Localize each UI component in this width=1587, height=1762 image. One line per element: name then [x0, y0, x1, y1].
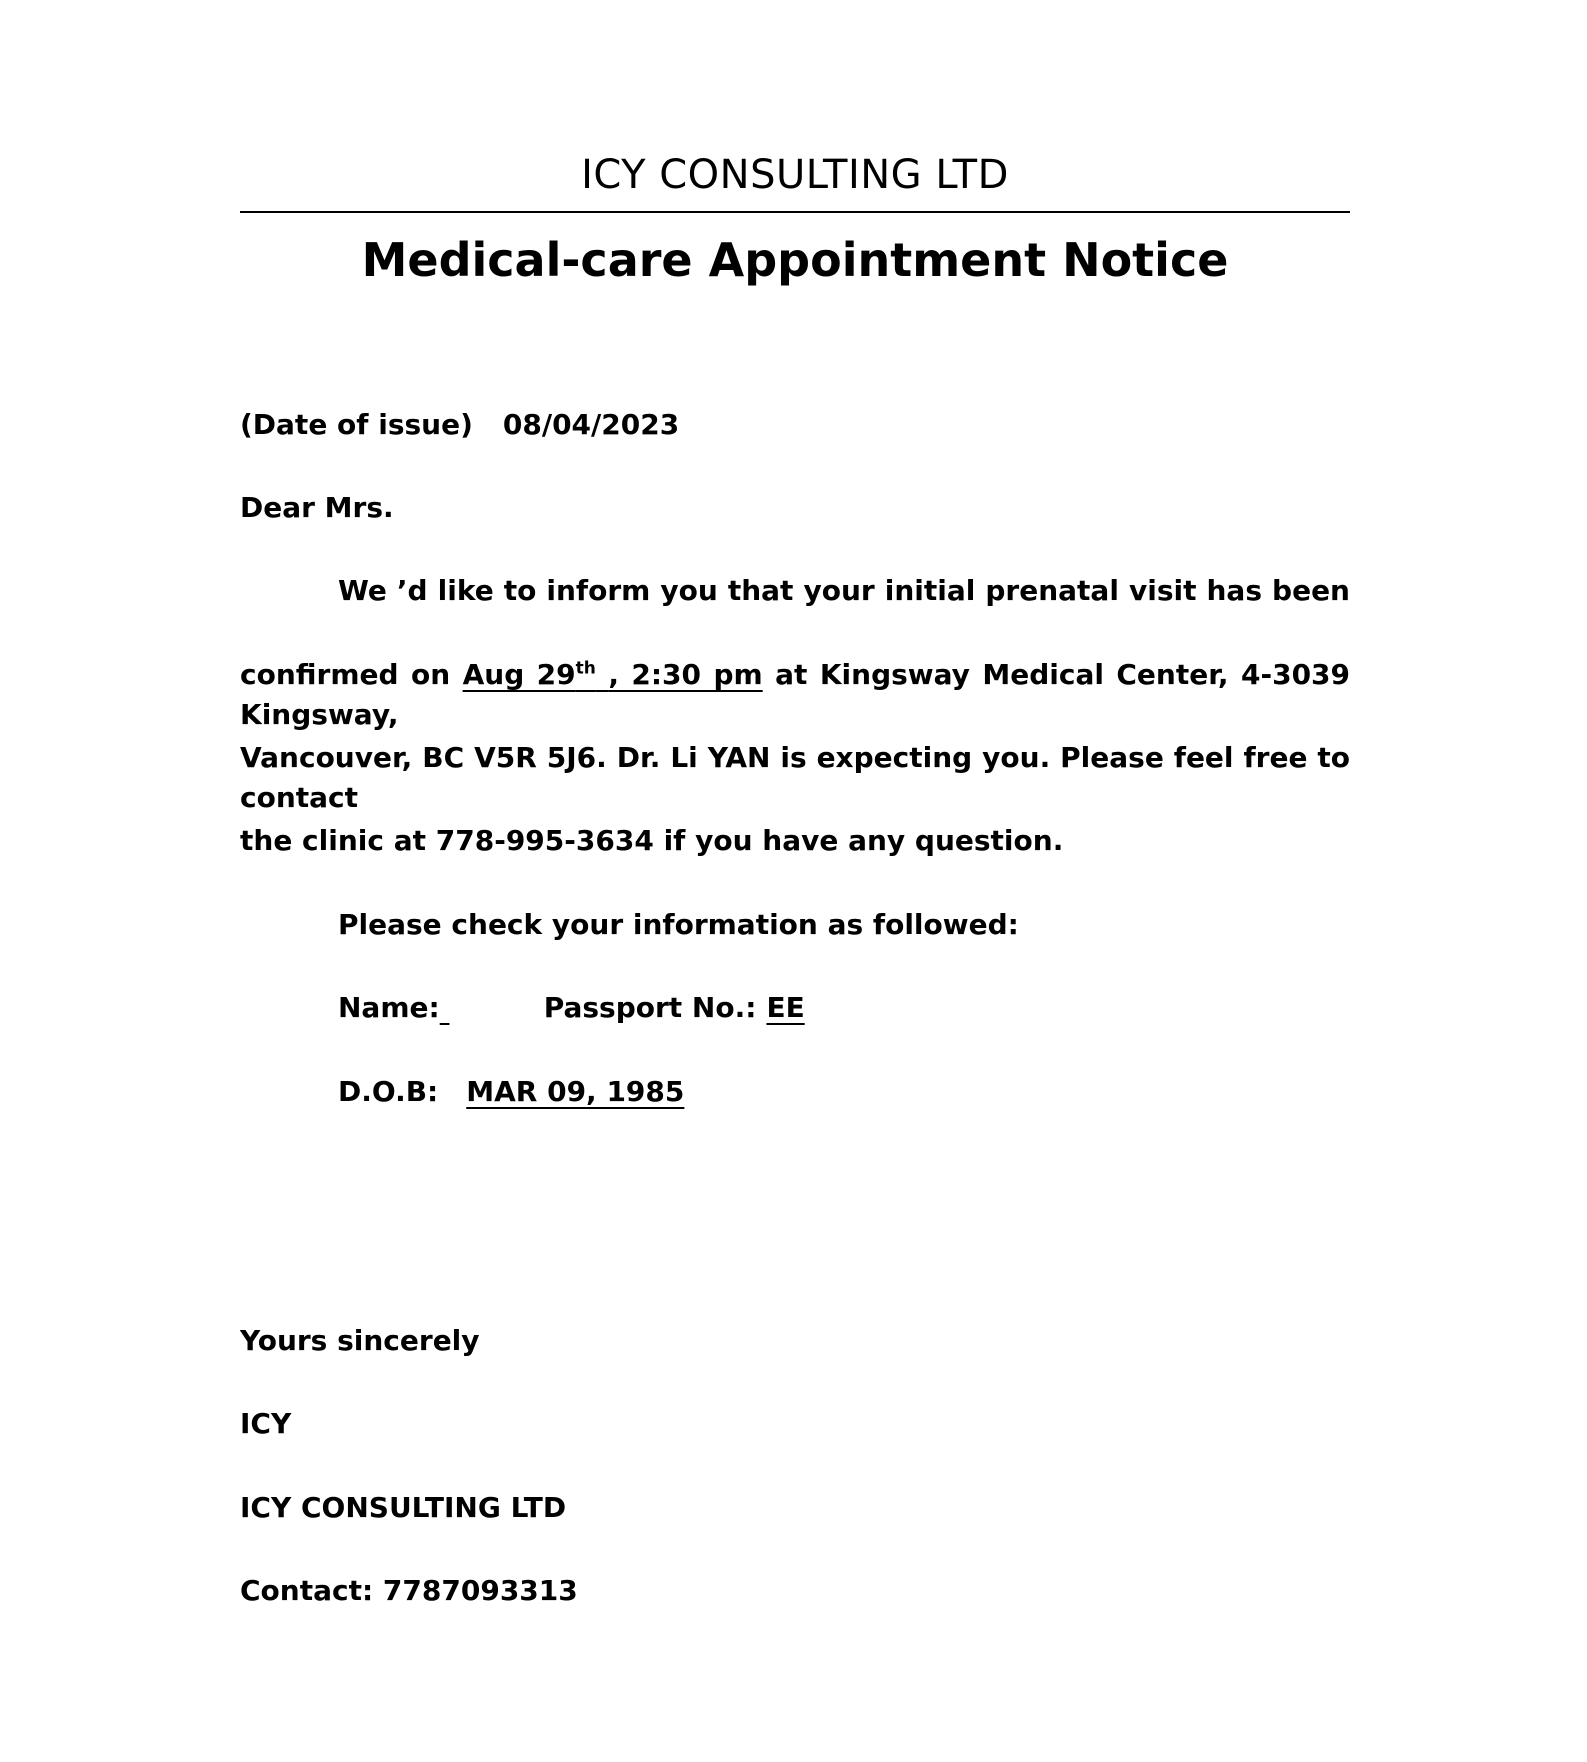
dob-label: D.O.B: [338, 1075, 439, 1108]
appointment-date: Aug 29 [462, 658, 576, 691]
issue-date-label: (Date of issue) [240, 408, 473, 441]
body-line-2-suffix: at Kingsway Medical Center, 4-3039 Kingsway, [240, 658, 1351, 731]
body-line-2 [240, 655, 1350, 735]
appointment-datetime [463, 658, 763, 691]
info-intro: Please check your information as followed: [338, 908, 1019, 941]
appointment-time: , 2:30 pm [608, 658, 763, 691]
appointment-date-suffix: th [575, 658, 596, 679]
company-header: ICY CONSULTING LTD [581, 152, 1009, 198]
body-line-2-prefix: confirmed on [240, 658, 451, 691]
dob-line [338, 1072, 684, 1112]
signer-contact: Contact: 7787093313 [240, 1574, 578, 1607]
body-line-1: We ’d like to inform you that your initial prenatal visit has been [338, 574, 1350, 607]
header-divider [240, 211, 1350, 213]
body-line-4: the clinic at 778-995-3634 if you have any question. [240, 824, 1064, 857]
signer-name: ICY [240, 1407, 292, 1440]
issue-date-line [240, 405, 679, 445]
signer-company: ICY CONSULTING LTD [240, 1491, 567, 1524]
passport-value: EE [766, 991, 805, 1024]
salutation: Dear Mrs. [240, 491, 394, 524]
document-page [240, 0, 1350, 1762]
name-blank [440, 988, 452, 1028]
passport-label: Passport No.: [543, 991, 757, 1024]
body-line-3: Vancouver, BC V5R 5J6. Dr. Li YAN is expecting you. Please feel free to contact [240, 741, 1350, 814]
name-passport-line [338, 988, 805, 1028]
sign-off: Yours sincerely [240, 1324, 480, 1357]
name-label: Name: [338, 991, 440, 1024]
dob-value: MAR 09, 1985 [466, 1075, 685, 1108]
issue-date-value: 08/04/2023 [502, 408, 680, 441]
document-title: Medical-care Appointment Notice [361, 233, 1229, 287]
